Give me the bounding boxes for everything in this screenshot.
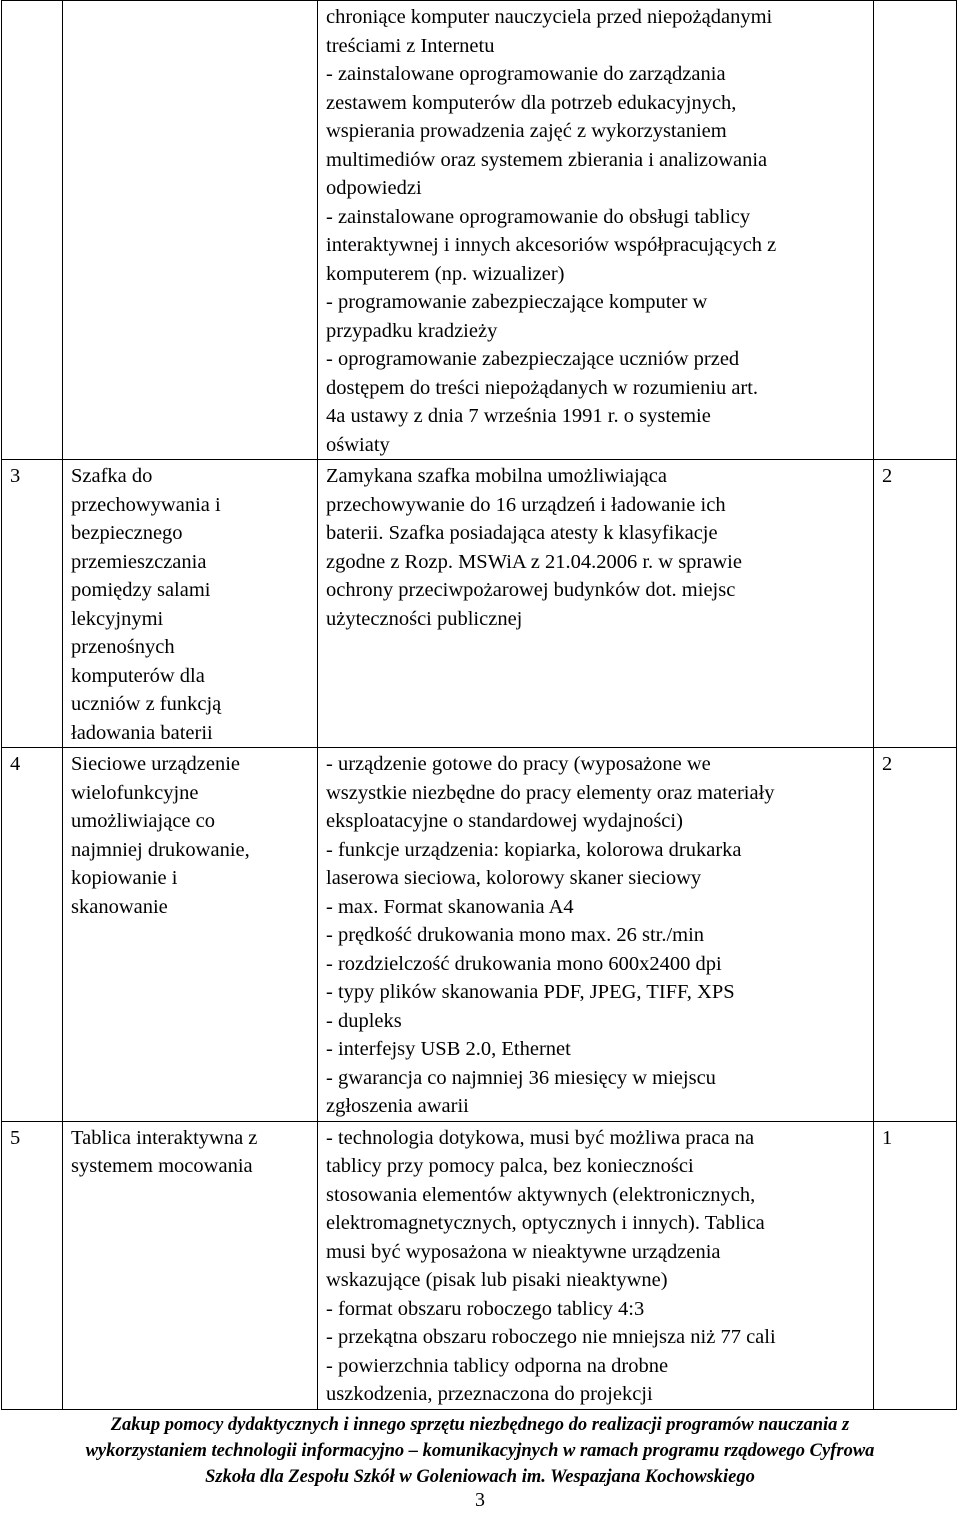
footer-line: Szkoła dla Zespołu Szkół w Goleniowach im. Wespazjana Kochowskiego [205,1467,755,1487]
description-line: - funkcje urządzenia: kopiarka, kolorowa drukarka [326,838,742,861]
description-line: - powierzchnia tablicy odporna na drobne [326,1354,669,1377]
table-row [2,460,957,748]
quantity-value: 2 [882,753,893,775]
quantity-cell [874,1,957,460]
item-description-cell [318,1121,874,1409]
description-line: - dupleks [326,1009,402,1032]
description-line: - max. Format skanowania A4 [326,895,574,918]
description-line: chroniące komputer nauczyciela przed niepożądanymi [326,6,773,28]
description-line: wskazujące (pisak lub pisaki nieaktywne) [326,1269,668,1291]
description-line: przypadku kradzieży [326,319,498,342]
description-line: dostępem do treści niepożądanych w rozumieniu art. [326,376,759,399]
item-name-line: uczniów z funkcją [71,693,222,715]
description-line: oświaty [326,433,390,456]
row-number: 5 [10,1126,21,1149]
description-line: zgłoszenia awarii [326,1095,469,1117]
description-line: zgodne z Rozp. MSWiA z 21.04.2006 r. w sprawie [326,550,742,573]
table-row [2,1,957,460]
table-row [2,1121,957,1409]
description-line: - technologia dotykowa, musi być możliwa praca na [326,1126,755,1149]
description-line: wszystkie niezbędne do pracy elementy oraz materiały [326,781,775,804]
description-line: wspierania prowadzenia zajęć z wykorzystaniem [326,120,727,142]
description-line: treściami z Internetu [326,34,495,57]
description-line: - rozdzielczość drukowania mono 600x2400 dpi [326,952,722,975]
row-number: 4 [10,753,21,775]
item-name-line: Sieciowe urządzenie [71,753,241,775]
description-line: - gwarancja co najmniej 36 miesięcy w miejscu [326,1066,716,1089]
item-name-line: ładowania baterii [71,721,213,744]
item-description-cell [318,748,874,1122]
item-name-cell [63,1121,318,1409]
description-line: stosowania elementów aktywnych (elektronicznych, [326,1183,756,1206]
description-line: - programowanie zabezpieczające komputer w [326,291,708,313]
description-line: eksploatacyjne o standardowej wydajności) [326,810,683,832]
item-description-cell [318,1,874,460]
description-line: 4a ustawy z dnia 7 września 1991 r. o systemie [326,405,711,427]
description-line: użyteczności publicznej [326,607,523,630]
description-line: interaktywnej i innych akcesoriów współpracujących z [326,234,777,256]
description-line: tablicy przy pomocy palca, bez konieczności [326,1155,694,1177]
item-description-cell [318,460,874,748]
table-row [2,748,957,1122]
description-line: - urządzenie gotowe do pracy (wyposażone we [326,753,711,775]
description-line: ochrony przeciwpożarowej budynków dot. miejsc [326,579,736,601]
quantity-value: 2 [882,465,893,487]
footer-line: wykorzystaniem technologii informacyjno – komunikacyjnych w ramach programu rządowego Cyfrowa [85,1441,875,1461]
item-name-line: Tablica interaktywna z [71,1126,258,1149]
description-line: - format obszaru roboczego tablicy 4:3 [326,1297,645,1320]
row-number-cell [2,748,63,1122]
item-name-line: bezpiecznego [71,522,183,544]
description-line: - oprogramowanie zabezpieczające uczniów przed [326,348,740,370]
row-number-cell [2,460,63,748]
item-name-line: systemem mocowania [71,1155,253,1177]
description-line: odpowiedzi [326,177,422,199]
item-name-line: przemieszczania [71,550,207,573]
document-footer [0,1412,960,1490]
description-line: - typy plików skanowania PDF, JPEG, TIFF, XPS [326,981,735,1003]
description-line: zestawem komputerów dla potrzeb edukacyjnych, [326,91,737,114]
description-line: elektromagnetycznych, optycznych i innych). Tablica [326,1212,765,1234]
equipment-spec-table [1,0,957,1410]
description-line: przechowywanie do 16 urządzeń i ładowanie ich [326,493,726,516]
item-name-cell [63,460,318,748]
item-name-line: lekcyjnymi [71,607,164,630]
spec-table-body [2,1,957,1410]
description-line: laserowa sieciowa, kolorowy skaner sieciowy [326,867,702,889]
item-name-line: komputerów dla [71,664,205,687]
item-name-line: umożliwiające co [71,810,216,832]
description-line: uszkodzenia, przeznaczona do projekcji [326,1383,653,1405]
item-name-line: pomiędzy salami [71,579,211,601]
quantity-value: 1 [882,1126,893,1149]
row-number-cell [2,1121,63,1409]
row-number-cell [2,1,63,460]
item-name-line: wielofunkcyjne [71,781,199,804]
footer-line: Zakup pomocy dydaktycznych i innego sprzętu niezbędnego do realizacji programów nauczania z [110,1415,850,1435]
quantity-cell [874,748,957,1122]
item-name-cell [63,748,318,1122]
description-line: Zamykana szafka mobilna umożliwiająca [326,465,667,487]
item-name-line: przenośnych [71,636,175,658]
description-line: - interfejsy USB 2.0, Ethernet [326,1038,571,1060]
description-line: musi być wyposażona w nieaktywne urządzenia [326,1240,721,1263]
quantity-cell [874,460,957,748]
item-name-line: przechowywania i [71,493,221,516]
description-line: komputerem (np. wizualizer) [326,262,565,285]
description-line: - prędkość drukowania mono max. 26 str./min [326,924,705,946]
description-line: - zainstalowane oprogramowanie do obsługi tablicy [326,205,751,228]
item-name-line: kopiowanie i [71,867,178,889]
quantity-cell [874,1121,957,1409]
description-line: - zainstalowane oprogramowanie do zarządzania [326,63,726,85]
description-line: - przekątna obszaru roboczego nie mniejsza niż 77 cali [326,1326,776,1348]
item-name-cell [63,1,318,460]
description-line: multimediów oraz systemem zbierania i analizowania [326,148,768,171]
item-name-line: skanowanie [71,895,168,918]
description-line: baterii. Szafka posiadająca atesty k klasyfikacje [326,522,718,544]
item-name-line: najmniej drukowanie, [71,838,250,861]
page-number: 3 [475,1489,485,1511]
row-number: 3 [10,465,21,487]
item-name-line: Szafka do [71,465,153,487]
